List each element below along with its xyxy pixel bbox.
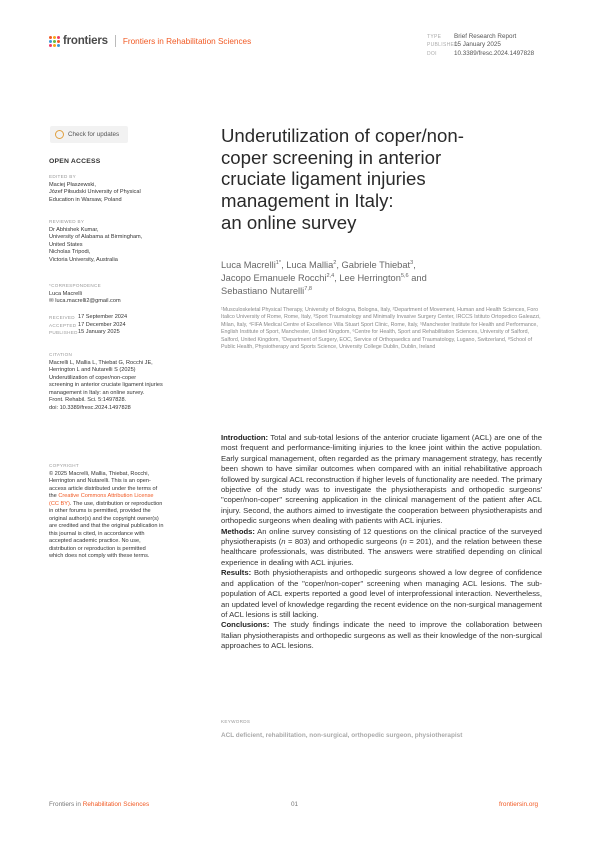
edited-by: EDITED BY Maciej Płaszewski, Józef Piłsudski University of Physical Education in Warsaw, Poland <box>49 174 141 203</box>
dates: RECEIVED 17 September 2024 ACCEPTED 17 December 2024 PUBLISHED 15 January 2025 <box>49 314 128 335</box>
frontiers-logo[interactable] <box>49 35 251 47</box>
article-meta <box>427 33 534 58</box>
affiliations: ¹Musculoskeletal Physical Therapy, University of Bologna, Bologna, Italy, ²Department of Movement, Human and Health Sciences, Foro Italico University of Rome, Rome, Italy, ³Sport Traumatology and Minimally Invasive Surgery Center, IRCCS Istituto Ortopedico Galeazzi, Milan, Italy, ⁴FIFA Medical Centre of Excellence Villa Stuart Sport Clinic, Rome, Italy, ⁵Manchester Institute for Health and Performance, English Institute of Sport, Manchester, United Kingdom, ⁶Centre for Health, Sport and Rehabilitation Sciences, University of Salford, Salford, United Kingdom, ⁷Department of Surgery, EOC, Service of Orthopaedics and Traumatology, Lugano, Switzerland, ⁸School of Public Health, Physiotherapy and Sports Science, University College Dublin, Dublin, Ireland <box>221 307 541 351</box>
author[interactable]: Jacopo Emanuele Rocchi$^{2,4}$ <box>221 273 335 284</box>
journal-name[interactable]: Frontiers in Rehabilitation Sciences <box>122 36 252 46</box>
author[interactable]: Luca Mallia$^2$ <box>286 259 337 270</box>
frontiers-dots-icon <box>49 36 60 47</box>
footer-journal[interactable]: Frontiers in Rehabilitation Sciences <box>49 801 150 808</box>
correspondence: *CORRESPONDENCE Luca Macrelli ✉ luca.macrelli2@gmail.com <box>49 282 189 306</box>
keywords: ACL deficient, rehabilitation, non-surgical, orthopedic surgeon, physiotherapist <box>221 732 463 739</box>
meta-doi: DOI 10.3389/fresc.2024.1497828 <box>427 49 535 57</box>
author[interactable]: Sebastiano Nutarelli$^{7,8}$ <box>221 286 312 297</box>
cc-by-link[interactable]: Creative Commons Attribution License (CC BY) <box>49 493 154 507</box>
abstract-introduction: Introduction: Total and sub-total lesions of the anterior cruciate ligament (ACL) are one of the most frequent and performance-limiting injuries to the knee joint within the active population. Early surgical management, often regarded as the primary management strategy, has recently been shown to have similar outcomes when compared with an initial rehabilitative approach followed by surgical ACL reconstruction if higher levels of functionality are needed. The primary objective of the study was to investigate the physiotherapists and orthopedic surgeons' "coper/non-coper" screening application in the clinical management of the patient after ACL injury. Second, the authors aimed to investigate the cooperation between physiotherapists and orthopedic surgeons when dealing with patients with ACL injuries. <box>221 433 542 526</box>
check-updates-icon <box>55 130 64 139</box>
authors: Luca Macrelli$^{1*}$, Luca Mallia$^2$, Gabriele Thiebat$^3$, Jacopo Emanuele Rocchi$^{2,4}$, Lee Herrington$^{5,6}$ and Sebastiano Nutarelli$^{7,8}$ <box>221 259 427 297</box>
article-title: Underutilization of coper/non- coper screening in anterior cruciate ligament injuries management in Italy: an online survey <box>221 125 464 233</box>
check-updates-label: Check for updates <box>68 131 120 138</box>
author[interactable]: Lee Herrington$^{5,6}$ <box>339 273 409 284</box>
copyright: COPYRIGHT © 2025 Macrelli, Mallia, Thiebat, Rocchi, Herrington and Nutarelli. This is an open- access article distributed under the terms of the Creative Commons Attribution License (CC BY). The use, distribution or reproduction in other forums is permitted, provided the original author(s) and the copyright owner(s) are credited and that the original publication in this journal is cited, in accordance with accepted academic practice. No use, distribution or reproduction is permitted which does not comply with these terms. <box>49 463 164 559</box>
footer-site-link[interactable]: frontiersin.org <box>499 801 539 808</box>
keywords-heading: KEYWORDS <box>221 719 251 724</box>
logo-text: frontiers <box>63 35 108 47</box>
abstract <box>221 433 542 652</box>
email-link[interactable]: ✉ luca.macrelli2@gmail.com <box>49 298 121 304</box>
open-access-label: OPEN ACCESS <box>49 158 101 165</box>
page-number: 01 <box>291 801 299 808</box>
abstract-methods: Methods: An online survey consisting of 12 questions on the clinical practice of the surveyed physiotherapists (n = 803) and orthopedic surgeons (n = 201), and the relation between these healthcare professionals, was distributed. The answers were stratified depending on clinical experience in dealing with ACL injuries. <box>221 526 542 567</box>
divider <box>115 35 116 47</box>
reviewed-by: REVIEWED BY Dr Abhishek Kumar, University of Alabama at Birmingham, United States Nicholas Tripodi, Victoria University, Australia <box>49 219 143 263</box>
meta-type: TYPE Brief Research Report <box>427 33 517 40</box>
check-updates-button[interactable] <box>50 126 128 143</box>
abstract-conclusions: Conclusions: The study findings indicate the need to improve the collaboration between Italian physiotherapists and orthopedic surgeons as well as their knowledge of the non-surgical approaches to ACL lesions. <box>221 620 542 651</box>
abstract-results: Results: Both physiotherapists and orthopedic surgeons showed a low degree of confidence and application of the "coper/non-coper" screening when managing ACL lesions. The sub-population of ACL experts reported a good level of interprofessional interaction. Nevertheless, an updated level of knowledge regarding the recent evidence on the non-surgical management of ACL lesions is still lacking. <box>221 568 542 619</box>
author[interactable]: Luca Macrelli$^{1*}$ <box>221 259 282 270</box>
author[interactable]: Gabriele Thiebat$^3$ <box>341 259 414 270</box>
meta-published: PUBLISHED15 January 2025 <box>427 41 501 49</box>
citation: CITATION Macrelli L, Mallia L, Thiebat G, Rocchi JE, Herrington L and Nutarelli S (2025) Underutilization of coper/non-coper screening in anterior cruciate ligament injuries management in Italy: an online survey. Front. Rehabil. Sci. 5:1497828. doi: 10.3389/fresc.2024.1497828 <box>49 352 163 411</box>
